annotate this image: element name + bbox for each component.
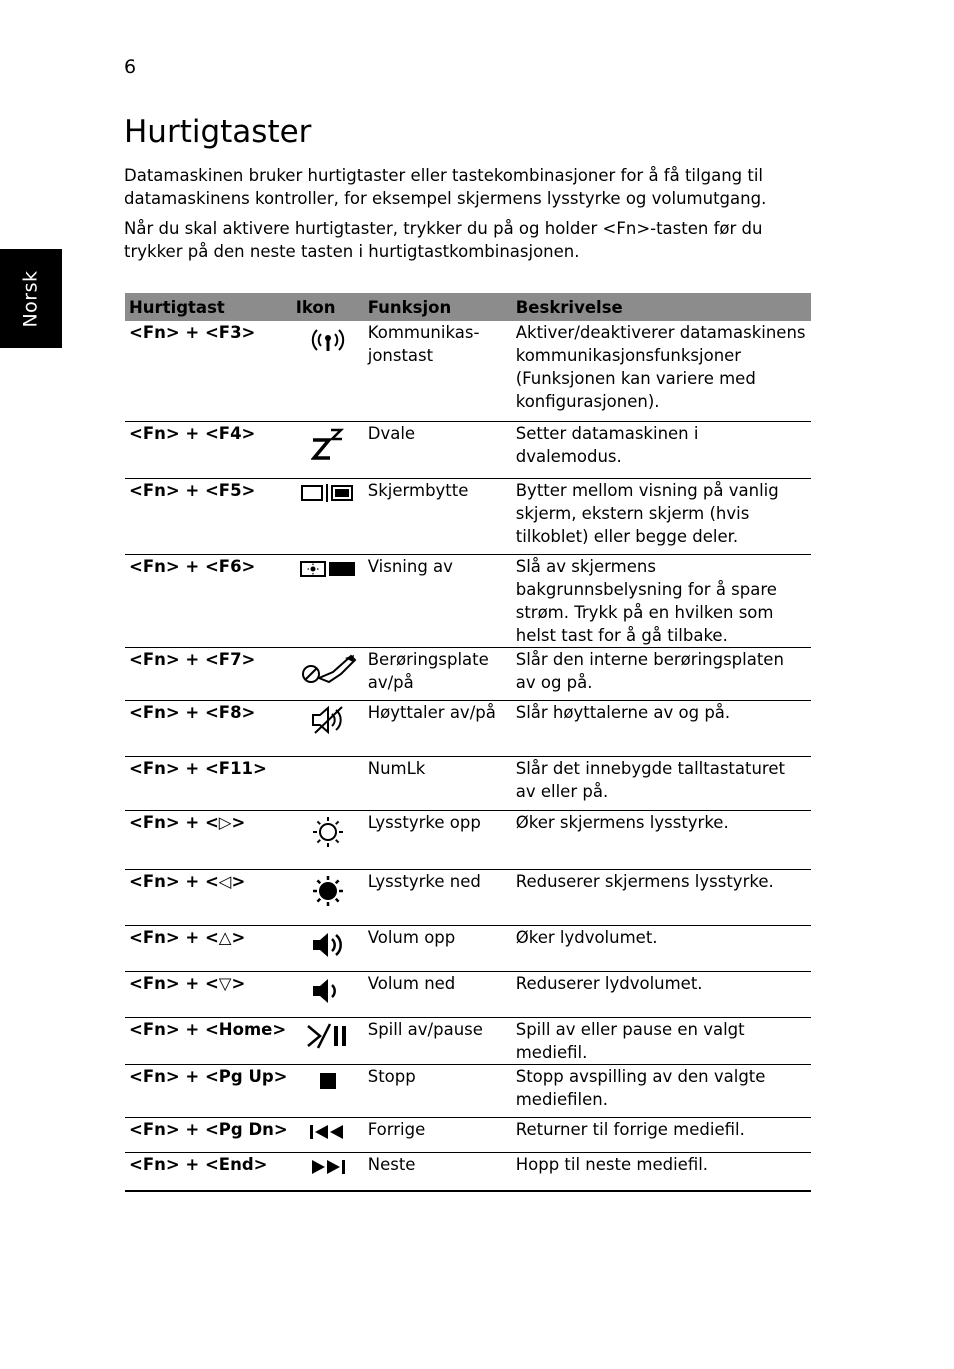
description-cell: Hopp til neste mediefil. — [512, 1152, 811, 1191]
function-cell: Volum ned — [364, 971, 512, 1017]
hotkey-cell: <Fn> + <F3> — [125, 321, 292, 421]
table-row — [125, 421, 811, 478]
table-row — [125, 647, 811, 700]
language-label: Norsk — [20, 269, 42, 328]
description-cell: Returner til forrige mediefil. — [512, 1117, 811, 1152]
intro-paragraph: Datamaskinen bruker hurtigtaster eller tastekombinasjoner for å få tilgang til datamaskinens kontroller, for eksempel skjermens lysstyrke og volumutgang. — [124, 166, 767, 208]
screen-off-icon — [292, 554, 364, 647]
description-cell: Setter datamaskinen i dvalemodus. — [512, 421, 811, 478]
function-cell: Kommunikas-jonstast — [364, 321, 512, 421]
table-row — [125, 700, 811, 756]
table-row — [125, 321, 811, 421]
description-cell: Slår den interne berøringsplaten av og på. — [512, 647, 811, 700]
hotkey-cell: <Fn> + <Pg Up> — [125, 1064, 292, 1117]
previous-icon — [292, 1117, 364, 1152]
function-cell: NumLk — [364, 756, 512, 810]
table-row — [125, 869, 811, 925]
display-toggle-icon — [292, 478, 364, 554]
brightness-up-icon — [292, 810, 364, 869]
header-hotkey: Hurtigtast — [125, 293, 292, 321]
hotkey-cell: <Fn> + <F6> — [125, 554, 292, 647]
hotkey-cell: <Fn> + <△> — [125, 925, 292, 971]
header-icon: Ikon — [292, 293, 364, 321]
table-row — [125, 1017, 811, 1064]
table-row — [125, 478, 811, 554]
hotkey-cell: <Fn> + <F11> — [125, 756, 292, 810]
volume-down-icon — [292, 971, 364, 1017]
description-cell: Aktiver/deaktiverer datamaskinens kommunikasjonsfunksjoner (Funksjonen kan variere med konfigurasjonen). — [512, 321, 811, 421]
function-cell: Lysstyrke opp — [364, 810, 512, 869]
page-number: 6 — [124, 56, 137, 78]
hotkey-cell: <Fn> + <▷> — [125, 810, 292, 869]
sleep-icon — [292, 421, 364, 478]
play-pause-icon — [292, 1017, 364, 1064]
stop-icon — [292, 1064, 364, 1117]
hotkey-cell: <Fn> + <Pg Dn> — [125, 1117, 292, 1152]
function-cell: Stopp — [364, 1064, 512, 1117]
description-cell: Øker skjermens lysstyrke. — [512, 810, 811, 869]
table-row — [125, 1064, 811, 1117]
description-cell: Slår høyttalerne av og på. — [512, 700, 811, 756]
table-row — [125, 1152, 811, 1191]
page-title: Hurtigtaster — [124, 114, 312, 150]
instruction-paragraph: Når du skal aktivere hurtigtaster, trykker du på og holder <Fn>-tasten før du trykker på den neste tasten i hurtigtastkombinasjonen. — [124, 219, 763, 261]
function-cell: Spill av/pause — [364, 1017, 512, 1064]
description-cell: Reduserer skjermens lysstyrke. — [512, 869, 811, 925]
function-cell: Dvale — [364, 421, 512, 478]
description-cell: Reduserer lydvolumet. — [512, 971, 811, 1017]
table-row — [125, 971, 811, 1017]
description-cell: Slår det innebygde talltastaturet av eller på. — [512, 756, 811, 810]
description-cell: Spill av eller pause en valgt mediefil. — [512, 1017, 811, 1064]
table-row — [125, 810, 811, 869]
table-row — [125, 1117, 811, 1152]
function-cell: Lysstyrke ned — [364, 869, 512, 925]
next-icon — [292, 1152, 364, 1191]
function-cell: Volum opp — [364, 925, 512, 971]
table-header-row — [125, 293, 811, 321]
function-cell: Visning av — [364, 554, 512, 647]
description-cell: Slå av skjermens bakgrunnsbelysning for å spare strøm. Trykk på en hvilken som helst tast for å gå tilbake. — [512, 554, 811, 647]
empty-icon-cell — [292, 756, 364, 810]
brightness-down-icon — [292, 869, 364, 925]
hotkey-cell: <Fn> + <End> — [125, 1152, 292, 1191]
header-description: Beskrivelse — [512, 293, 811, 321]
function-cell: Skjermbytte — [364, 478, 512, 554]
touchpad-icon — [292, 647, 364, 700]
volume-up-icon — [292, 925, 364, 971]
hotkey-cell: <Fn> + <F4> — [125, 421, 292, 478]
hotkey-cell: <Fn> + <▽> — [125, 971, 292, 1017]
speaker-mute-icon — [292, 700, 364, 756]
hotkey-table — [125, 293, 811, 1192]
wireless-icon — [292, 321, 364, 421]
function-cell: Forrige — [364, 1117, 512, 1152]
description-cell: Øker lydvolumet. — [512, 925, 811, 971]
description-cell: Stopp avspilling av den valgte mediefilen. — [512, 1064, 811, 1117]
function-cell: Neste — [364, 1152, 512, 1191]
hotkey-cell: <Fn> + <◁> — [125, 869, 292, 925]
table-row — [125, 756, 811, 810]
header-function: Funksjon — [364, 293, 512, 321]
hotkey-cell: <Fn> + <Home> — [125, 1017, 292, 1064]
function-cell: Høyttaler av/på — [364, 700, 512, 756]
hotkey-cell: <Fn> + <F8> — [125, 700, 292, 756]
language-side-tab — [0, 249, 62, 348]
hotkey-cell: <Fn> + <F5> — [125, 478, 292, 554]
description-cell: Bytter mellom visning på vanlig skjerm, ekstern skjerm (hvis tilkoblet) eller begge deler. — [512, 478, 811, 554]
table-row — [125, 554, 811, 647]
table-row — [125, 925, 811, 971]
hotkey-cell: <Fn> + <F7> — [125, 647, 292, 700]
function-cell: Berøringsplate av/på — [364, 647, 512, 700]
